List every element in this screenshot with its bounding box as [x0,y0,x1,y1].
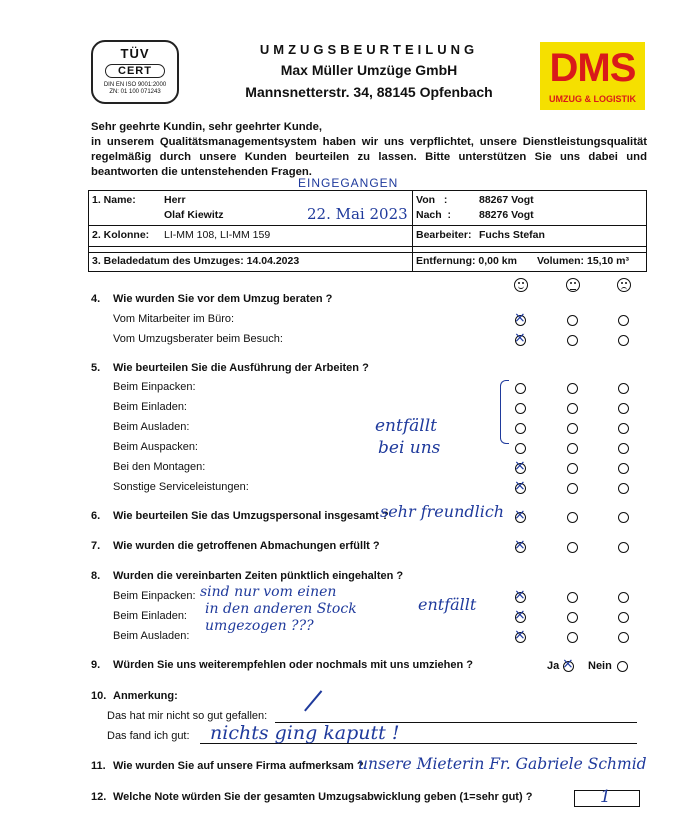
dms-logo-subtitle: UMZUG & LOGISTIK [549,94,636,104]
rating-radio-q8-1-3[interactable] [618,592,629,603]
q10-bad-label: Das hat mir nicht so gut gefallen: [107,710,268,722]
rating-radio-q5-1-3[interactable] [618,383,629,394]
q8-item-3: Beim Ausladen: [113,630,190,642]
rating-radio-q6-3[interactable] [618,512,629,523]
check-mark-icon: × [514,478,526,494]
check-mark-icon: × [514,458,526,474]
form-title: UMZUGSBEURTEILUNG [259,42,479,57]
q10-bad-slash [304,690,322,711]
q5-item-4: Beim Auspacken: [113,441,198,453]
q9-text: Würden Sie uns weiterempfehlen oder nochmals mit uns umziehen ? [113,659,474,671]
q4-item-1: Vom Mitarbeiter im Büro: [113,313,235,325]
neutral-face-icon [566,278,580,292]
q10-good-answer: nichts ging kaputt ! [210,722,400,744]
rating-radio-q5-5-2[interactable] [567,463,578,474]
q8-item-2: Beim Einladen: [113,610,187,622]
kolonne-label: 2. Kolonne: [92,229,150,241]
check-mark-icon: × [514,507,526,523]
volume: Volumen: 15,10 m³ [537,255,630,267]
rating-radio-q5-1-1[interactable] [515,383,526,394]
q9-no-label: Nein [588,660,612,672]
intro-body: in unserem Qualitätsmanagementsystem haben wir uns verpflichtet, unsere Dienstleistungsqualität regelmäßig durch unsere Kunden beurteilen zu lassen. Bitte unterstützen Sie uns dabei und beantworten die untenstehenden Fragen. [91,136,647,178]
q8-note-1: sind nur vom einen [200,584,337,600]
q5-text: Wie beurteilen Sie die Ausführung der Arbeiten ? [113,362,369,374]
rating-radio-q5-4-1[interactable] [515,443,526,454]
rating-radio-q8-3-3[interactable] [618,632,629,643]
bearbeiter-value: Fuchs Stefan [479,229,545,241]
q5-item-2: Beim Einladen: [113,401,187,413]
rating-radio-q5-3-2[interactable] [567,423,578,434]
intro-text [91,120,647,180]
q8-note-2: in den anderen Stock [205,601,357,617]
q11-number: 11. [91,760,106,772]
q9-no-radio[interactable] [617,661,628,672]
sad-face-icon [617,278,631,292]
check-mark-icon: × [514,537,526,553]
rating-radio-q4-2-3[interactable] [618,335,629,346]
tuv-logo-text: TÜV [120,46,150,61]
check-mark-icon: × [514,310,526,326]
q10-good-label: Das fand ich gut: [107,730,190,742]
to-label: Nach : [416,209,452,221]
q5-item-6: Sonstige Serviceleistungen: [113,481,249,493]
rating-radio-q8-3-2[interactable] [567,632,578,643]
check-mark-icon: × [562,656,574,672]
q5-note-2: bei uns [378,438,441,458]
tuv-cert-logo [91,40,179,104]
customer-name: Olaf Kiewitz [164,209,224,221]
dms-logo-text: DMS [549,46,636,90]
rating-radio-q8-2-3[interactable] [618,612,629,623]
received-stamp: EINGEGANGEN [298,176,399,190]
kolonne-value: LI-MM 108, LI-MM 159 [164,229,271,241]
q11-text: Wie wurden Sie auf unsere Firma aufmerksam ? [113,760,364,772]
date-label: 3. Beladedatum des Umzuges: 14.04.2023 [92,255,300,267]
q12-text: Welche Note würden Sie der gesamten Umzugsabwicklung geben (1=sehr gut) ? [113,791,533,803]
q7-number: 7. [91,540,101,552]
salutation: Herr [164,194,186,206]
rating-radio-q6-2[interactable] [567,512,578,523]
rating-radio-q4-1-3[interactable] [618,315,629,326]
rating-radio-q5-3-3[interactable] [618,423,629,434]
q11-answer: unsere Mieterin Fr. Gabriele Schmid [358,755,647,773]
rating-radio-q5-4-2[interactable] [567,443,578,454]
rating-radio-q7-3[interactable] [618,542,629,553]
check-mark-icon: × [514,627,526,643]
check-mark-icon: × [514,330,526,346]
q5-number: 5. [91,362,101,374]
rating-radio-q5-2-1[interactable] [515,403,526,414]
rating-radio-q4-2-2[interactable] [567,335,578,346]
q8-note-3: umgezogen ??? [205,618,314,634]
rating-radio-q8-2-2[interactable] [567,612,578,623]
q5-bracket [500,380,509,444]
rating-radio-q5-1-2[interactable] [567,383,578,394]
check-mark-icon: × [514,587,526,603]
q8-item-1: Beim Einpacken: [113,590,196,602]
q9-number: 9. [91,659,101,671]
q9-yes-label: Ja [547,660,560,672]
dms-logo [540,42,645,110]
to-value: 88276 Vogt [479,209,534,221]
distance: Entfernung: 0,00 km [416,255,517,267]
rating-radio-q5-6-2[interactable] [567,483,578,494]
rating-radio-q5-2-3[interactable] [618,403,629,414]
check-mark-icon: × [514,607,526,623]
name-label: 1. Name: [92,194,136,206]
q5-note-1: entfällt [375,416,437,436]
q6-text: Wie beurteilen Sie das Umzugspersonal insgesamt ? [113,510,389,522]
rating-radio-q5-4-3[interactable] [618,443,629,454]
q8-number: 8. [91,570,101,582]
q10-text: Anmerkung: [113,690,178,702]
grade-answer: 1 [600,787,611,807]
q5-item-1: Beim Einpacken: [113,381,196,393]
happy-face-icon [514,278,528,292]
rating-radio-q5-2-2[interactable] [567,403,578,414]
q8-text: Wurden die vereinbarten Zeiten pünktlich eingehalten ? [113,570,404,582]
rating-radio-q5-3-1[interactable] [515,423,526,434]
q6-number: 6. [91,510,101,522]
q5-item-3: Beim Ausladen: [113,421,190,433]
intro-greeting: Sehr geehrte Kundin, sehr geehrter Kunde, [91,121,323,133]
q4-item-2: Vom Umzugsberater beim Besuch: [113,333,283,345]
q10-number: 10. [91,690,107,702]
q8-note-4: entfällt [418,595,477,614]
q12-number: 12. [91,791,107,803]
rating-radio-q8-1-2[interactable] [567,592,578,603]
company-name: Max Müller Umzüge GmbH [280,62,458,78]
rating-radio-q7-2[interactable] [567,542,578,553]
bearbeiter-label: Bearbeiter: [416,229,472,241]
rating-radio-q5-6-3[interactable] [618,483,629,494]
stamp-date: 22. Mai 2023 [307,205,408,223]
q5-item-5: Bei den Montagen: [113,461,206,473]
tuv-cert-text: CERT [105,64,165,78]
q4-number: 4. [91,293,101,305]
rating-radio-q4-1-2[interactable] [567,315,578,326]
customer-info-table [88,190,647,272]
rating-radio-q5-5-3[interactable] [618,463,629,474]
q4-text: Wie wurden Sie vor dem Umzug beraten ? [113,293,333,305]
company-address: Mannsnetterstr. 34, 88145 Opfenbach [245,84,493,100]
q7-text: Wie wurden die getroffenen Abmachungen erfüllt ? [113,540,380,552]
from-label: Von : [416,194,448,206]
tuv-small-text: DIN EN ISO 9001:2000 ZN: 01 100 071243 [103,82,167,95]
from-value: 88267 Vogt [479,194,534,206]
q6-note: sehr freundlich [380,502,505,521]
